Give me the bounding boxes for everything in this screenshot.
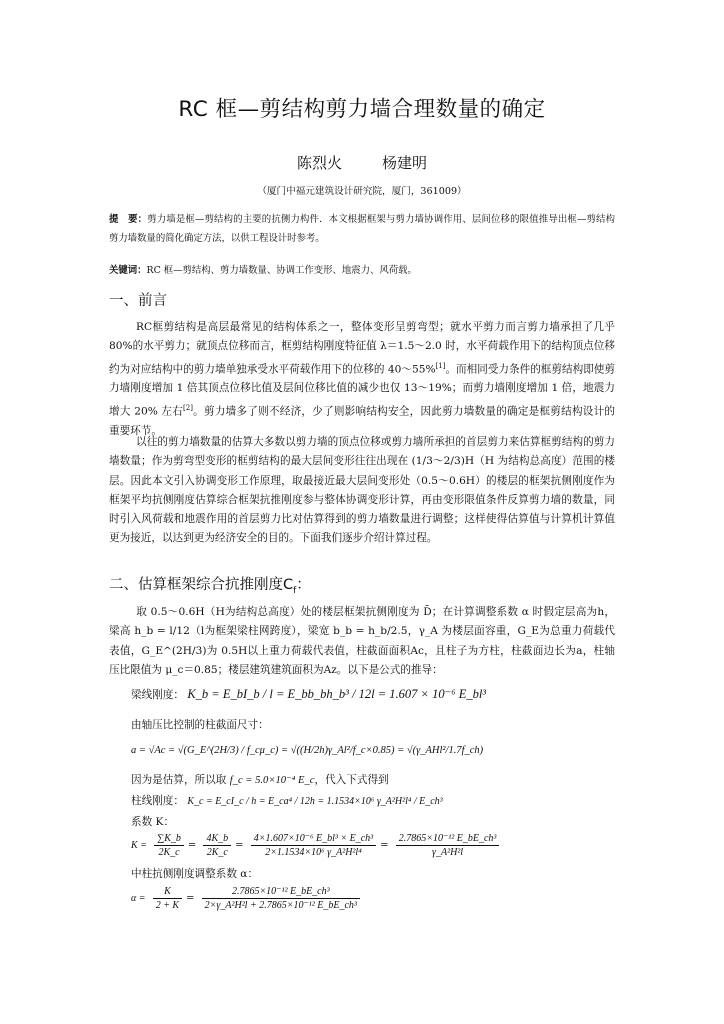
body-paragraph — [109, 433, 615, 549]
citation-ref: [2] — [183, 403, 193, 412]
equation-k: K = $\frac{\sum K\_b}{2K\_c}$ = $\frac{4K\_b}{2K\_c}$ = $\frac{\text{4×1.607×10⁻⁶ E\_bl³ × E\_ch³}}{\text{2×1.1534×10⁶ γ\_A²H²l⁴}}$ = $\frac{\text{2.7865×10⁻¹² E\_bE\_ch³}}{\text{γ\_A²H²l}}$ — [131, 832, 503, 859]
fraction: $\frac{4K\_b}{2K\_c}$ — [203, 832, 231, 859]
equation-alpha: α = $\frac{K}{2 + K}$ = $\frac{\text{2.7865×10⁻¹² E\_bE\_ch³}}{\text{2×γ\_A²H²l + 2.7865×10⁻¹² E\_bE\_ch³}}$ — [131, 885, 364, 912]
keywords-text: RC 框—剪结构、剪力墙数量、协调工作变形、地震力、风荷载。 — [146, 265, 417, 276]
section-heading: 一、前言 — [109, 293, 167, 309]
fraction: $\frac{\text{2.7865×10⁻¹² E\_bE\_ch³}}{\text{2×γ\_A²H²l + 2.7865×10⁻¹² E\_bE\_ch³}}$ — [202, 885, 360, 912]
fraction: $\frac{\text{2.7865×10⁻¹² E\_bE\_ch³}}{\text{γ\_A²H²l}}$ — [396, 832, 500, 859]
fraction: $\frac{\sum K\_b}{2K\_c}$ — [154, 832, 184, 859]
equation-label: 由轴压比控制的柱截面尺寸： — [131, 719, 269, 731]
section-heading: 二、估算框架综合抗推刚度$C_f$： — [109, 577, 311, 596]
author-name: 陈烈火 — [296, 154, 342, 172]
paragraph-text: 。而相同受力条件的框剪结构即使剪力墙刚度增加 1 倍其顶点位移比值及层间位移比值的减少也仅 13～19%；而剪力墙刚度增加 1 倍，地震力增大 20% 左右 — [109, 363, 615, 418]
body-paragraph — [109, 318, 615, 441]
paper-title: RC 框—剪结构剪力墙合理数量的确定 — [178, 97, 546, 122]
abstract-label: 提 要： — [109, 214, 148, 225]
fraction: $\frac{\text{4×1.607×10⁻⁶ E\_bl³ × E\_ch³}}{\text{2×1.1534×10⁶ γ\_A²H²l⁴}}$ — [251, 832, 376, 859]
affiliation: （厦门中福元建筑设计研究院，厦门，361009） — [257, 186, 467, 197]
paragraph-text: 以往的剪力墙数量的估算大多数以剪力墙的顶点位移或剪力墙所承担的首层剪力来估算框剪结构的剪力墙数量；作为剪弯型变形的框剪结构的最大层间变形往往出现在 (1/3～2/3)H（H 为结构总高度）范围的楼层。因此本文引入协调变形工作原理，取最接近最大层间变形处（0.5～0.6H）的楼层的框架抗侧刚度作为框架平均抗侧刚度估算综合框架抗推刚度参与整体协调变形计算，再由变形限值条件反算剪力墙的数量，同时引入风荷载和地震作用的首层剪力比对估算得到的剪力墙数量进行调整；这样使得估算值与计算机计算值更为接近，以达到更为经济安全的目的。下面我们逐步介绍计算过程。 — [109, 436, 615, 545]
equation: K_c = E_cI_c / h = E_ca⁴ / 12h = 1.1534×10⁶ γ_A²H²l⁴ / E_ch³ — [187, 796, 443, 807]
equation-label: 中柱抗侧刚度调整系数 α： — [131, 868, 259, 880]
equation: K_b = E_bI_b / l = E_bb_bh_b³ / 12l = 1.607 × 10⁻⁶ E_bl³ — [187, 687, 487, 701]
author-list — [0, 152, 724, 173]
abstract-text: 剪力墙是框—剪结构的主要的抗侧力构件．本文根据框架与剪力墙协调作用、层间位移的限值推导出框—剪结构剪力墙数量的简化确定方法，以供工程设计时参考。 — [109, 214, 615, 244]
equation-column-stiffness: 柱线刚度： K_c = E_cI_c / h = E_ca⁴ / 12h = 1.1534×10⁶ γ_A²H²l⁴ / E_ch³ — [131, 795, 443, 807]
equation: a = √Ac = √(G_E^(2H/3) / f_cμ_c) = √((H/2h)γ_Al²/f_c×0.85) = √(γ_AHl²/1.7f_ch) — [131, 745, 484, 756]
equation-beam-stiffness: 梁线刚度： K_b = E_bI_b / l = E_bb_bh_b³ / 12l = 1.607 × 10⁻⁶ E_bl³ — [131, 687, 487, 701]
paragraph-text: 取 0.5～0.6H（H为结构总高度）处的楼层框架抗侧刚度为 D̄；在计算调整系数 α 时假定层高为h，梁高 h_b = l/12（l为框架梁柱网跨度），梁宽 b_b = h_b/2.5，γ_A 为楼层面容重，G_E为总重力荷载代表值，G_E^(2H/3)为 0.5H以上重力荷载代表值，柱截面面积Ac，且柱子为方柱，柱截面边长为a，柱轴压比限值为 μ_c＝0.85；楼层建筑建筑面积为Az。以下是公式的推导： — [109, 606, 615, 676]
abstract — [109, 210, 615, 248]
equation: f_c = 5.0×10⁻⁴ E_c — [229, 775, 315, 786]
keywords — [109, 262, 417, 276]
equation-label: 系数 K： — [131, 816, 175, 828]
author-name: 杨建明 — [382, 154, 428, 172]
keywords-label: 关键词： — [109, 265, 147, 276]
citation-ref: [1] — [435, 361, 446, 370]
paragraph-text: RC框剪结构是高层最常见的结构体系之一，整体变形呈剪弯型；就水平剪力而言剪力墙承担了几乎 80%的水平剪力；就顶点位移而言，框剪结构刚度特征值 λ＝1.5～2.0 时，水平荷载作用下的结构顶点位移约为对应结构中的剪力墙单独承受水平荷载作用下的位移的 40～55% — [109, 321, 615, 376]
paragraph-text: 。剪力墙多了则不经济，少了则影响结构安全，因此剪力墙数量的确定是框剪结构设计的重要环节。 — [109, 405, 616, 437]
body-paragraph — [109, 603, 615, 680]
equation-estimate: 因为是估算，所以取 f_c = 5.0×10⁻⁴ E_c，代入下式得到 — [131, 774, 389, 786]
fraction: $\frac{K}{2 + K}$ — [153, 885, 182, 912]
equation-axial — [131, 744, 483, 756]
